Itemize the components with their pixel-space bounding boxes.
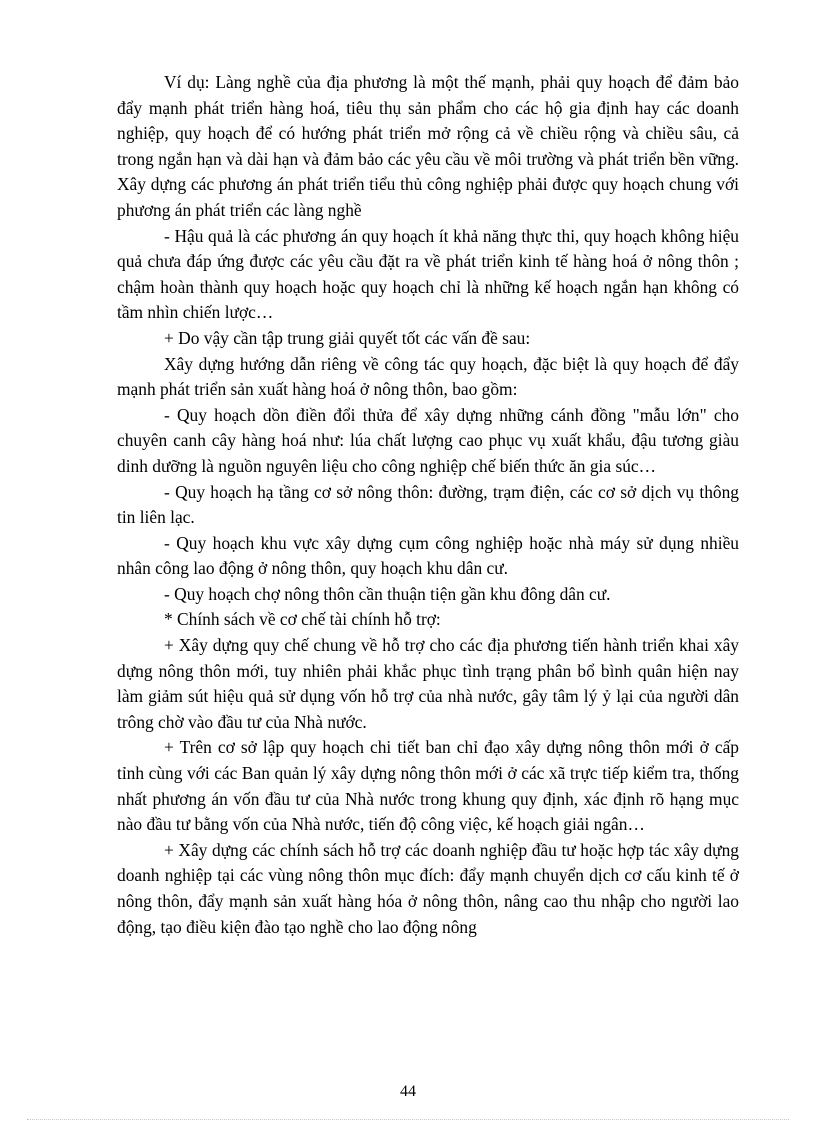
paragraph: - Quy hoạch chợ nông thôn cần thuận tiện gần khu đông dân cư. xyxy=(164,583,611,604)
paragraph: - Quy hoạch khu vực xây dựng cụm công nghiệp hoặc nhà máy sử dụng nhiều nhân công lao động ở nông thôn, quy hoạch khu dân cư. xyxy=(117,532,739,579)
paragraph: + Trên cơ sở lập quy hoạch chi tiết ban chỉ đạo xây dựng nông thôn mới ở cấp tỉnh cùng với các Ban quản lý xây dựng nông thôn mới ở các xã trực tiếp kiểm tra, thống nhất phương án vốn đầu tư của Nhà nước trong khung quy định, xác định rõ hạng mục nào đầu tư bằng vốn của Nhà nước, tiến độ công việc, kế hoạch giải ngân… xyxy=(117,737,739,835)
paragraph: + Do vậy cần tập trung giải quyết tốt các vấn đề sau: xyxy=(164,327,531,348)
page-number: 44 xyxy=(400,1083,416,1100)
body-text xyxy=(117,70,739,940)
paragraph: - Quy hoạch hạ tầng cơ sở nông thôn: đường, trạm điện, các cơ sở dịch vụ thông tin liên lạc. xyxy=(117,481,739,528)
paragraph: + Xây dựng các chính sách hỗ trợ các doanh nghiệp đầu tư hoặc hợp tác xây dựng doanh nghiệp tại các vùng nông thôn mục đích: đẩy mạnh chuyển dịch cơ cấu kinh tế ở nông thôn, đẩy mạnh sản xuất hàng hóa ở nông thôn, nâng cao thu nhập cho người lao động, tạo điều kiện đào tạo nghề cho lao động nông xyxy=(117,839,739,937)
paragraph: Ví dụ: Làng nghề của địa phương là một thế mạnh, phải quy hoạch để đảm bảo đẩy mạnh phát triển hàng hoá, tiêu thụ sản phẩm cho các hộ gia định hay các doanh nghiệp, quy hoạch để có hướng phát triển mở rộng cả về chiều rộng và chiều sâu, cả trong ngắn hạn và dài hạn và đảm bảo các yêu cầu về môi trường và phát triển bền vững. Xây dựng các phương án phát triển tiểu thủ công nghiệp phải được quy hoạch chung với phương án phát triển các làng nghề xyxy=(117,72,739,220)
paragraph: + Xây dựng quy chế chung về hỗ trợ cho các địa phương tiến hành triển khai xây dựng nông thôn mới, tuy nhiên phải khắc phục tình trạng phân bổ bình quân hiện nay làm giảm sút hiệu quả sử dụng vốn hỗ trợ của nhà nước, gây tâm lý ỷ lại của người dân trông chờ vào đầu tư của Nhà nước. xyxy=(117,635,739,732)
paragraph: - Hậu quả là các phương án quy hoạch ít khả năng thực thi, quy hoạch không hiệu quả chưa đáp ứng được các yêu cầu đặt ra về phát triển kinh tế hàng hoá ở nông thôn ; chậm hoàn thành quy hoạch hoặc quy hoạch chỉ là những kế hoạch ngắn hạn không có tầm nhìn chiến lược… xyxy=(117,225,739,323)
paragraph: Xây dựng hướng dẫn riêng về công tác quy hoạch, đặc biệt là quy hoạch để đẩy mạnh phát triển sản xuất hàng hoá ở nông thôn, bao gồm: xyxy=(117,353,739,400)
paragraph: - Quy hoạch dồn điền đổi thửa để xây dựng những cánh đồng "mẫu lớn" cho chuyên canh cây hàng hoá như: lúa chất lượng cao phục vụ xuất khẩu, đậu tương giàu dinh dưỡng là nguồn nguyên liệu cho công nghiệp chế biến thức ăn gia súc… xyxy=(117,404,739,476)
paragraph: * Chính sách về cơ chế tài chính hỗ trợ: xyxy=(164,609,441,630)
footer-divider xyxy=(27,1119,789,1120)
